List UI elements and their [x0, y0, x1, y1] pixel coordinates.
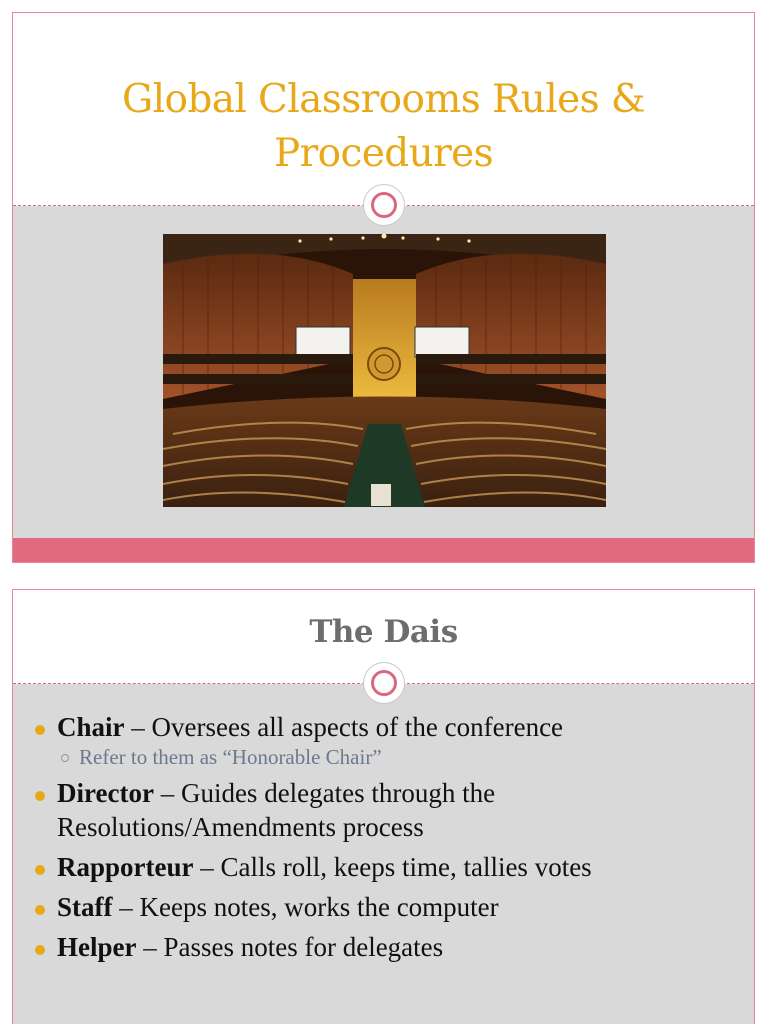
- item-term: Staff: [57, 892, 113, 922]
- item-separator: –: [136, 932, 164, 962]
- item-term: Helper: [57, 932, 137, 962]
- sub-item-text: Refer to them as “Honorable Chair”: [79, 745, 382, 769]
- list-item: [33, 776, 748, 844]
- item-term: Rapporteur: [57, 852, 194, 882]
- item-term: Chair: [57, 712, 125, 742]
- sub-bullet-icon: [61, 754, 69, 762]
- title-line-1: Global Classrooms Rules &: [122, 77, 645, 122]
- list-item: [33, 710, 748, 744]
- bullet-icon: [35, 791, 45, 801]
- slide-title: The Dais: [309, 614, 458, 650]
- item-separator: –: [124, 712, 152, 742]
- item-description: Keeps notes, works the computer: [139, 892, 499, 922]
- list-item: [33, 890, 748, 924]
- bullet-icon: [35, 905, 45, 915]
- slide-1: [12, 12, 755, 563]
- bullet-list: [33, 710, 748, 964]
- title-line-2: Procedures: [273, 131, 494, 176]
- divider-circle-ornament: [363, 184, 405, 226]
- divider-circle-ornament: [363, 662, 405, 704]
- slide-2: [12, 589, 755, 1024]
- assembly-hall-illustration: [163, 234, 606, 507]
- slide-title: [13, 73, 754, 181]
- item-separator: –: [112, 892, 140, 922]
- list-item: [33, 930, 748, 964]
- item-description: Oversees all aspects of the conference: [151, 712, 564, 742]
- bullet-icon: [35, 865, 45, 875]
- footer-accent-bar: [13, 538, 754, 563]
- item-term: Director: [57, 778, 154, 808]
- assembly-hall-photo: [163, 234, 606, 507]
- bullet-icon: [35, 945, 45, 955]
- bullet-icon: [35, 725, 45, 735]
- item-description: Calls roll, keeps time, tallies votes: [220, 852, 592, 882]
- item-separator: –: [193, 852, 221, 882]
- item-description: Guides delegates through the Resolutions/Amendments process: [57, 778, 496, 842]
- item-separator: –: [153, 778, 181, 808]
- item-description: Passes notes for delegates: [163, 932, 444, 962]
- list-item: [33, 850, 748, 884]
- title-area: [13, 13, 754, 205]
- sub-list-item: [33, 744, 748, 770]
